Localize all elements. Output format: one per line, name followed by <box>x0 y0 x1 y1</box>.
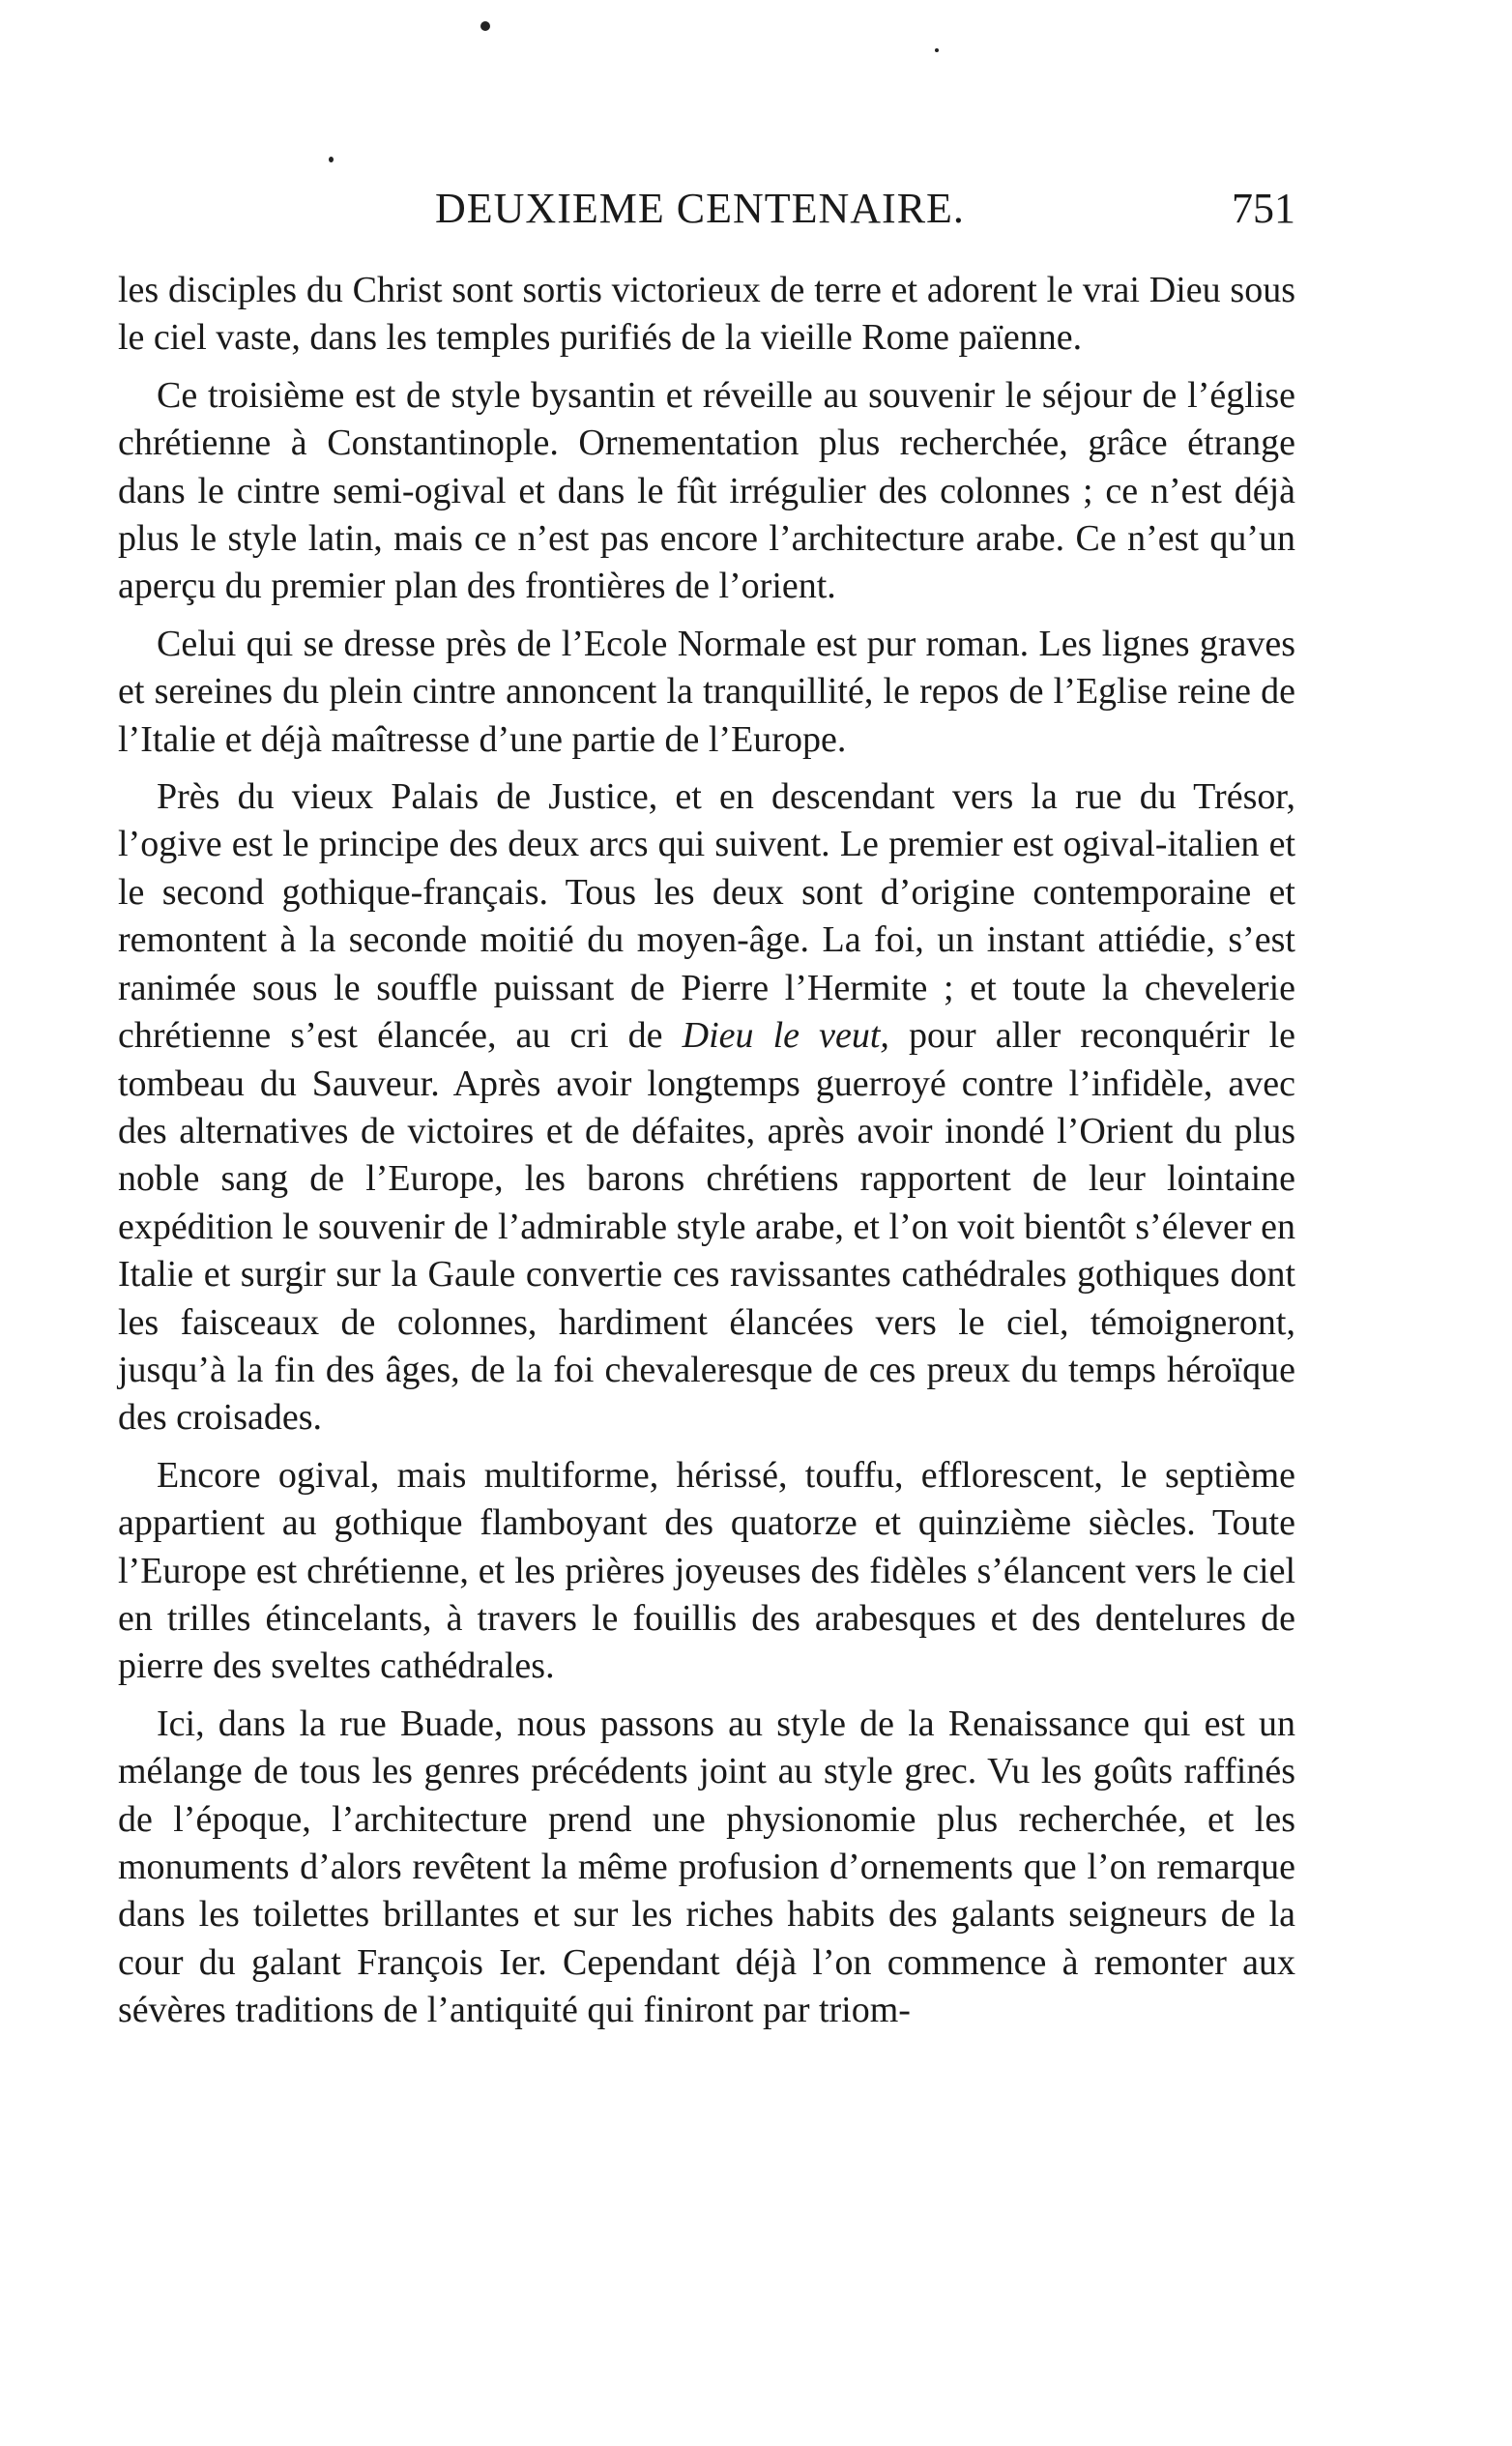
paragraph-text-after: pour aller reconquérir le tombeau du Sauveur. Après avoir longtemps guerroyé contre l’infidèle, avec des alternatives de victoires et de défaites, après avoir inondé l’Orient du plus noble sang de l’Europe, les barons chrétiens rapportent de leur lointaine expédition le souvenir de l’admirable style arabe, et l’on voit bientôt s’élever en Italie et surgir sur la Gaule convertie ces ravissantes cathédrales gothiques dont les faisceaux de colonnes, hardiment élancées vers le ciel, témoigneront, jusqu’à la fin des âges, de la foi chevaleresque de ces preux du temps héroïque des croisades. <box>118 1015 1295 1439</box>
ink-speck <box>329 157 334 162</box>
paragraph-byzantine-arch: Ce troisième est de style bysantin et réveille au souvenir le séjour de l’église chrétienne à Constantinople. Ornementation plus recherchée, grâce étrange dans le cintre semi-ogival et dans le fût irrégulier des colonnes ; ce n’est déjà plus le style latin, mais ce n’est pas encore l’architecture arabe. Ce n’est qu’un aperçu du premier plan des frontières de l’orient. <box>118 374 1295 607</box>
body-text <box>118 267 1295 2035</box>
page-header <box>116 184 1295 242</box>
emphasis-dieu-le-veut: Dieu le veut, <box>682 1015 889 1057</box>
paragraph-flamboyant-gothic: Encore ogival, mais multiforme, hérissé, touffu, efflorescent, le septième appartient au gothique flamboyant des quatorze et quinzième siècles. Toute l’Europe est chrétienne, et les prières joyeuses des fidèles s’élancent vers le ciel en trilles étincelants, à travers le fouillis des arabesques et des dentelures de pierre des sveltes cathédrales. <box>118 1454 1295 1687</box>
paragraph-text-before: Près du vieux Palais de Justice, et en descendant vers la rue du Trésor, l’ogive est le principe des deux arcs qui suivent. Le premier est ogival-italien et le second gothique-français. Tous les deux sont d’origine contemporaine et remontent à la seconde moitié du moyen-âge. La foi, un instant attiédie, s’est ranimée sous le souffle puissant de Pierre l’Hermite ; et toute la chevelerie chrétienne s’est élancée, au cri de <box>118 776 1295 1057</box>
paragraph-gothic-arches <box>118 773 1295 1442</box>
paragraph-continued: les disciples du Christ sont sortis victorieux de terre et adorent le vrai Dieu sous le ciel vaste, dans les temples purifiés de la vieille Rome païenne. <box>118 270 1295 359</box>
page-number: 751 <box>1232 185 1295 232</box>
paragraph-roman-arch: Celui qui se dresse près de l’Ecole Normale est pur roman. Les lignes graves et sereines du plein cintre annoncent la tranquillité, le repos de l’Eglise reine de l’Italie et déjà maîtresse d’une partie de l’Europe. <box>118 623 1295 760</box>
ink-speck <box>935 48 939 52</box>
ink-speck <box>480 21 490 31</box>
paragraph-renaissance: Ici, dans la rue Buade, nous passons au style de la Renaissance qui est un mélange de tous les genres précédents joint au style grec. Vu les goûts raffinés de l’époque, l’architecture prend une physionomie plus recherchée, et les monuments d’alors revêtent la même profusion d’ornements que l’on remarque dans les toilettes brillantes et sur les riches habits des galants seigneurs de la cour du galant François Ier. Cependant déjà l’on commence à remonter aux sévères traditions de l’antiquité qui finiront par triom- <box>118 1703 1295 2031</box>
running-title: DEUXIEME CENTENAIRE. <box>435 185 965 232</box>
